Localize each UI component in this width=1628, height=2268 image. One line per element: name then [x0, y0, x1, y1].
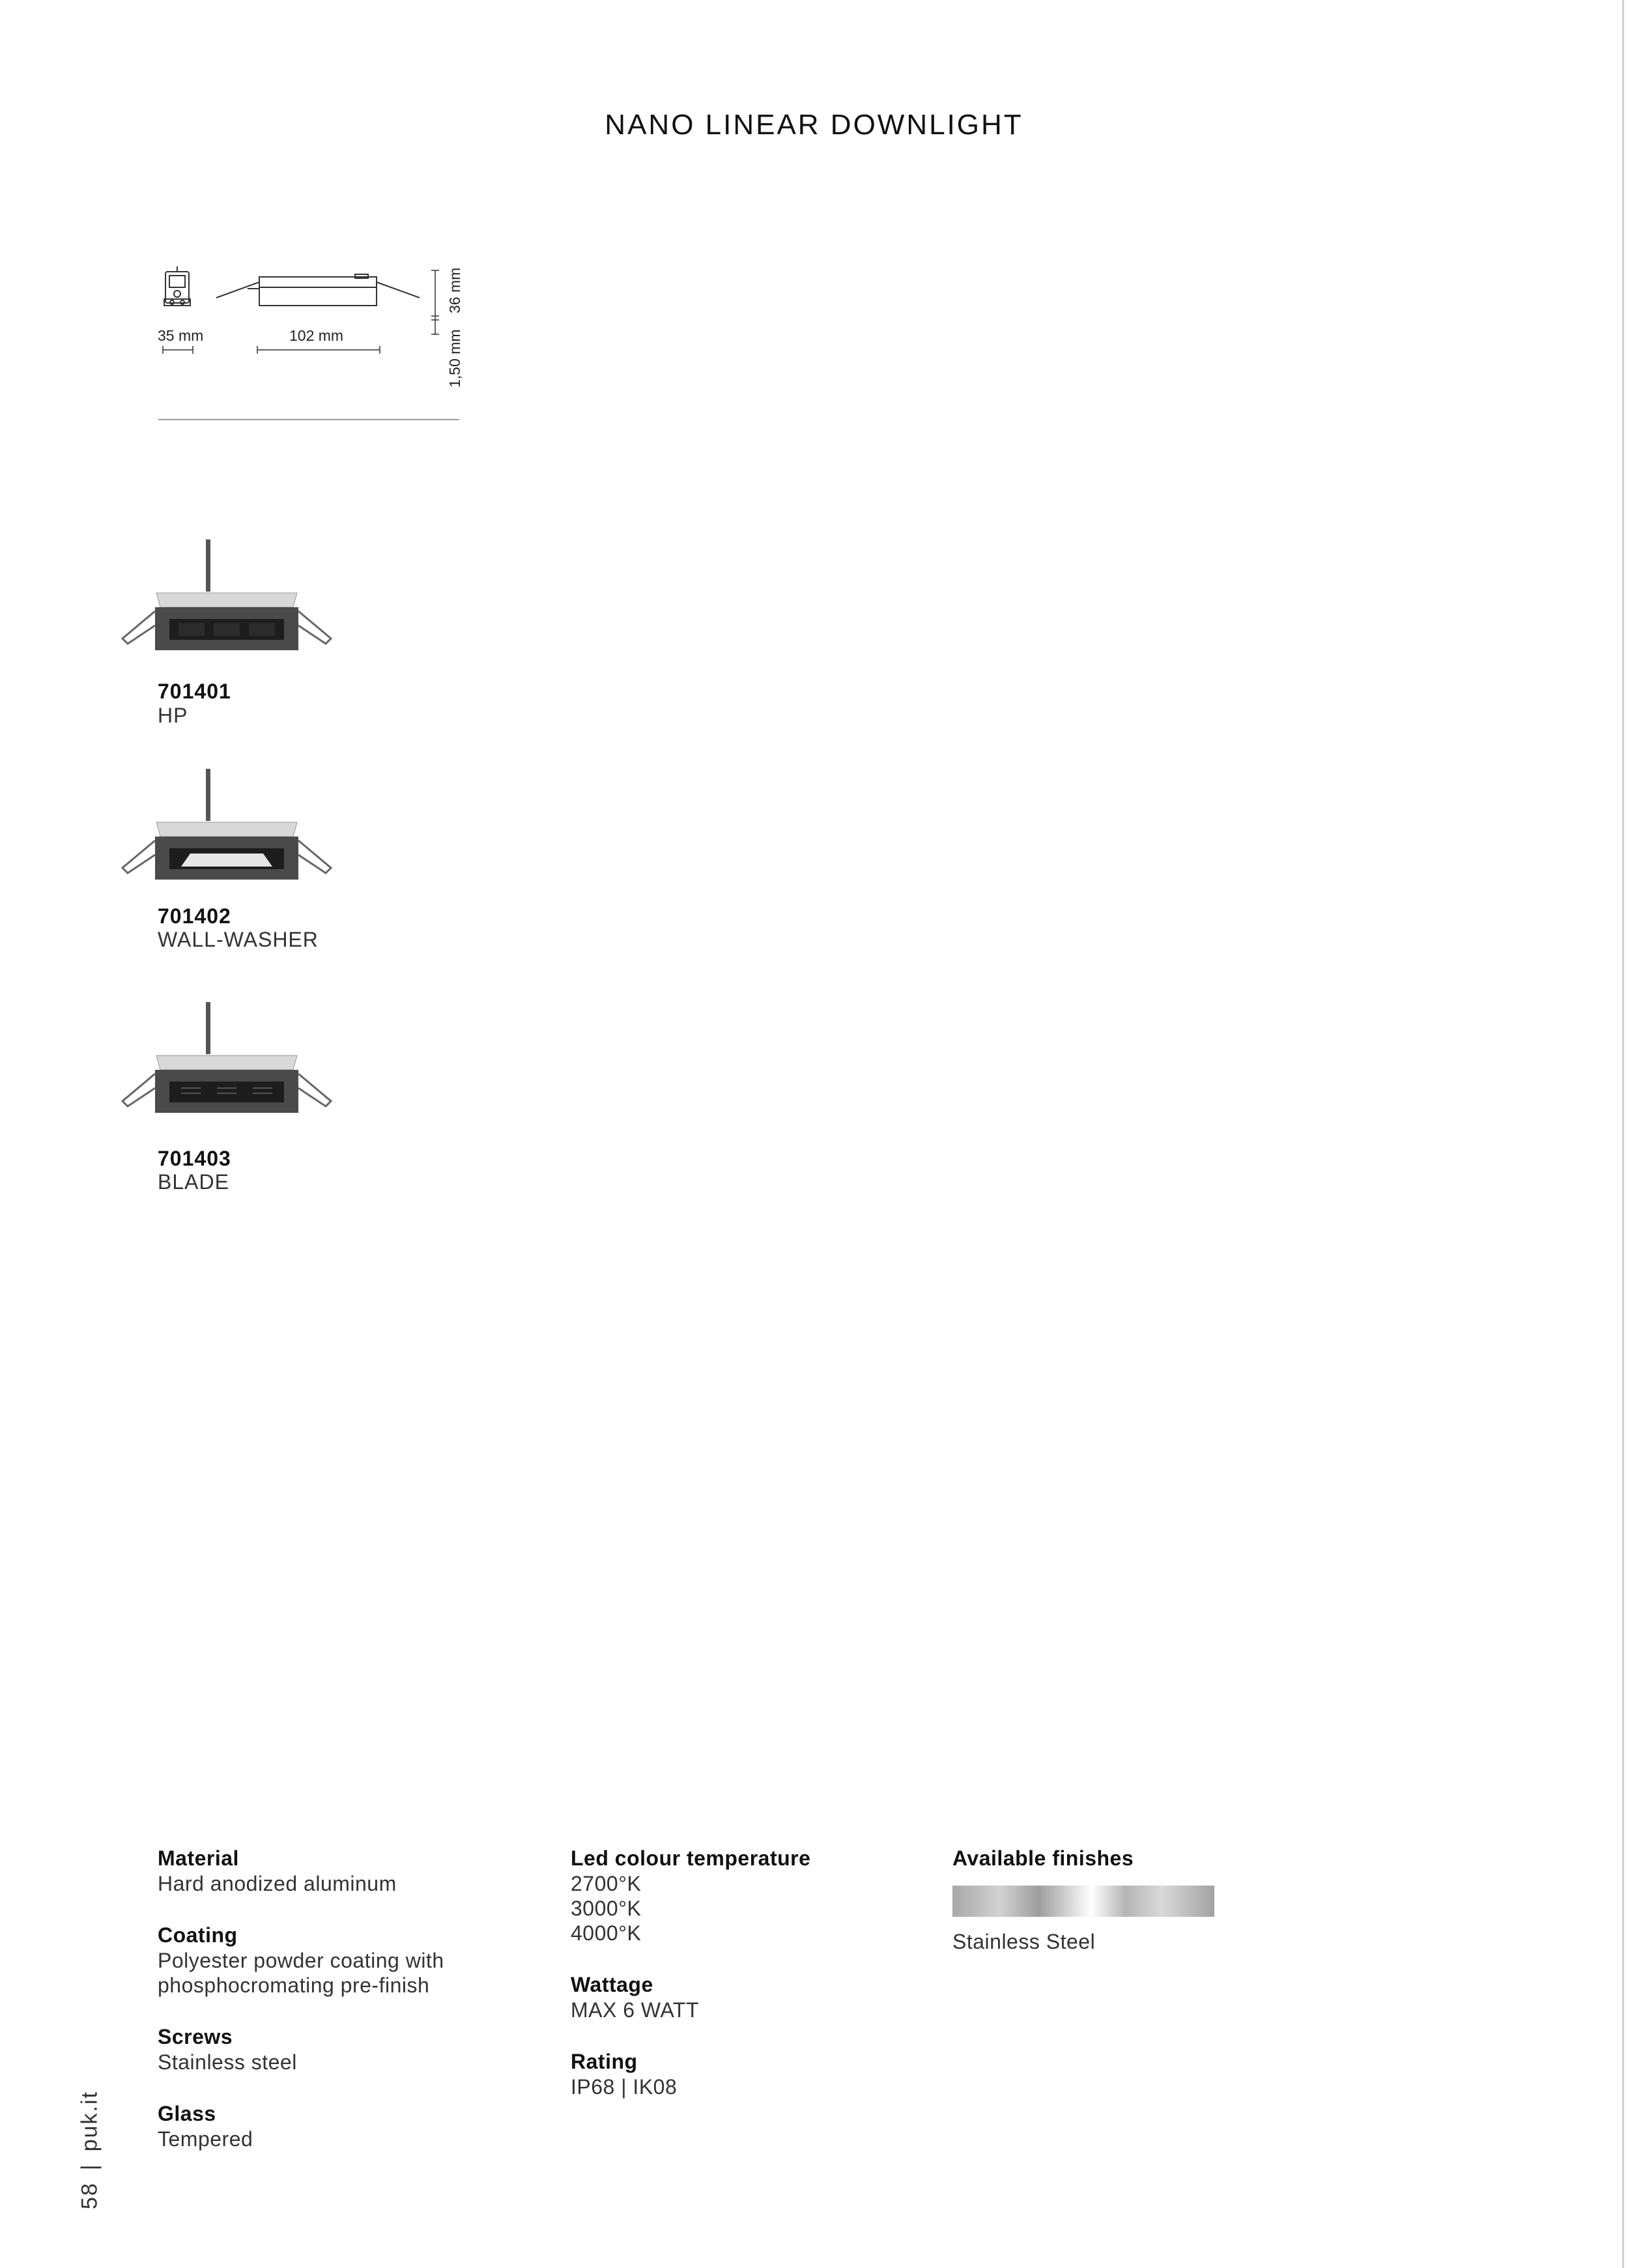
section-divider: [158, 419, 459, 420]
finishes-column: [952, 1845, 1214, 1954]
spec-value: 3000°K: [571, 1897, 642, 1920]
product-name-701402: WALL-WASHER: [158, 928, 319, 951]
side-view-drawing: [216, 274, 420, 306]
spec-label: Wattage: [571, 1973, 653, 1996]
specs-left-column: [158, 1845, 444, 2177]
spec-coating: [158, 1922, 444, 1998]
spec-value: Tempered: [158, 2127, 253, 2151]
spec-led-colour-temperature: [571, 1845, 810, 1945]
spec-value: 4000°K: [571, 1921, 642, 1945]
spec-label: Led colour temperature: [571, 1846, 811, 1870]
page-title: NANO LINEAR DOWNLIGHT: [605, 109, 1023, 141]
spec-value: Polyester powder coating with: [158, 1949, 444, 1972]
product-code-701401: 701401: [158, 680, 231, 703]
finish-swatch-stainless-steel: [952, 1886, 1214, 1917]
page-number: 58: [77, 2182, 102, 2209]
spec-wattage: [571, 1972, 810, 2022]
product-name-701403: BLADE: [158, 1170, 229, 1194]
spec-value: Hard anodized aluminum: [158, 1872, 397, 1895]
dim-thickness-label: 1,50 mm: [446, 329, 463, 388]
spec-material: [158, 1845, 444, 1896]
product-image-701402: [116, 764, 337, 887]
product-name-701401: HP: [158, 704, 188, 727]
spec-value: IP68 | IK08: [571, 2075, 678, 2099]
finish-name: Stainless Steel: [952, 1930, 1096, 1953]
dim-length-label: 102 mm: [289, 327, 344, 344]
front-view-drawing: [164, 266, 190, 306]
footer-separator: |: [77, 2163, 102, 2171]
product-code-701403: 701403: [158, 1147, 231, 1170]
spec-label: Screws: [158, 2025, 233, 2048]
spec-label: Glass: [158, 2102, 216, 2125]
product-image-701401: [116, 534, 337, 658]
dim-width-label: 35 mm: [158, 327, 204, 344]
product-image-701403: [116, 997, 337, 1121]
spec-value: Stainless steel: [158, 2050, 297, 2074]
product-code-701402: 701402: [158, 904, 231, 928]
finishes-label: Available finishes: [952, 1846, 1134, 1870]
spec-glass: [158, 2101, 444, 2151]
spec-label: Coating: [158, 1923, 238, 1947]
dimension-drawing: [143, 251, 482, 394]
spec-value: phosphocromating pre-finish: [158, 1974, 430, 1997]
spec-label: Material: [158, 1846, 239, 1870]
footer-site: puk.it: [77, 2091, 102, 2152]
dim-height-label: 36 mm: [446, 267, 463, 313]
page-edge-line: [1622, 0, 1624, 2268]
specs-middle-column: [571, 1845, 810, 2125]
spec-value: MAX 6 WATT: [571, 1998, 699, 2022]
spec-rating: [571, 2048, 810, 2099]
page-footer: [78, 2091, 103, 2209]
spec-screws: [158, 2024, 444, 2074]
spec-value: 2700°K: [571, 1872, 642, 1895]
spec-label: Rating: [571, 2050, 638, 2073]
